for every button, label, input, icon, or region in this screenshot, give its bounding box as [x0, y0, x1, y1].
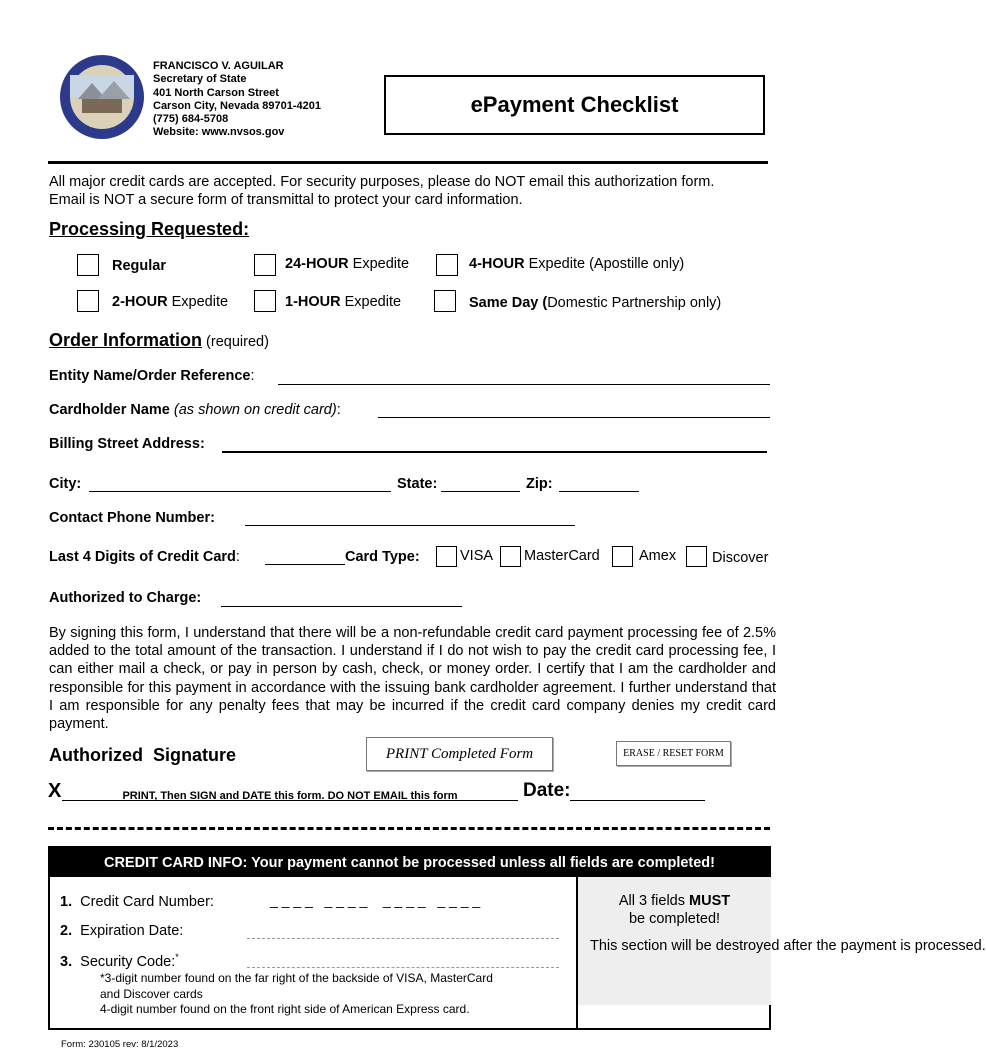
- note-3-digit: *3-digit number found on the far right of the backside of VISA, MasterCard: [100, 971, 493, 985]
- security-code-notes: [100, 971, 493, 1018]
- state-field[interactable]: [441, 476, 520, 492]
- cut-line: [48, 827, 770, 830]
- authorized-charge-field[interactable]: [221, 590, 462, 607]
- last4-label: Last 4 Digits of Credit Card:: [49, 549, 240, 565]
- street-address: 401 North Carson Street: [153, 86, 279, 99]
- entity-label: Entity Name/Order Reference:: [49, 368, 255, 384]
- 24-hour-label: 24-HOUR Expedite: [285, 256, 410, 272]
- cardholder-label: Cardholder Name (as shown on credit card):: [49, 402, 341, 418]
- 4-hour-label: 4-HOUR Expedite (Apostille only): [469, 256, 685, 272]
- card-type-label: Card Type:: [345, 549, 420, 565]
- note-discover: and Discover cards: [100, 986, 203, 1001]
- date-label: Date:: [523, 780, 571, 801]
- date-field[interactable]: [570, 784, 705, 801]
- last4-field[interactable]: [265, 549, 345, 565]
- title-box: [384, 75, 765, 135]
- zip-label: Zip:: [526, 476, 553, 492]
- 24-hour-checkbox[interactable]: [254, 254, 276, 276]
- security-code-field[interactable]: [247, 967, 559, 968]
- signature-instruction: PRINT, Then SIGN and DATE this form. DO NOT EMAIL this form: [122, 790, 458, 802]
- processing-heading: Processing Requested:: [49, 219, 250, 239]
- 1-hour-label: 1-HOUR Expedite: [285, 294, 402, 310]
- page-title: ePayment Checklist: [470, 92, 679, 117]
- notice-panel: [576, 877, 986, 1028]
- mastercard-label: MasterCard: [524, 548, 600, 564]
- reset-form-button[interactable]: ERASE / RESET FORM: [616, 741, 731, 766]
- nevada-seal-logo: [60, 55, 144, 139]
- website: Website: www.nvsos.gov: [153, 126, 285, 139]
- regular-checkbox[interactable]: [77, 254, 99, 276]
- form-number-footer: Form: 230105 rev: 8/1/2023: [61, 1039, 179, 1050]
- 4-hour-checkbox[interactable]: [436, 254, 458, 276]
- discover-checkbox[interactable]: [686, 546, 707, 567]
- entity-field[interactable]: [278, 368, 770, 385]
- order-heading: Order Information: [49, 330, 203, 350]
- 2-hour-checkbox[interactable]: [77, 290, 99, 312]
- agreement-text: By signing this form, I understand that there will be a non-refundable credit card payment processing fee of 2.5% added to the total amount of the transaction. I understand if I do not wish to pay the credit card processing fee, I can either mail a check, or pay in person by cash, check, or money order. I certify that I am the cardholder and responsible for this payment in accordance with the issuing bank cardholder agreement. I further understand that I am responsible for any penalty fees that may be incurred if the credit card company denies my credit card payment.: [49, 625, 776, 733]
- fields-required-note: All 3 fields MUST be completed!: [618, 893, 731, 927]
- signature-x: X: [48, 780, 62, 802]
- print-form-button[interactable]: PRINT Completed Form: [366, 737, 553, 771]
- phone-field[interactable]: [245, 510, 575, 526]
- mastercard-checkbox[interactable]: [500, 546, 521, 567]
- amex-label: Amex: [639, 548, 677, 564]
- zip-field[interactable]: [559, 476, 639, 492]
- note-4-digit: 4-digit number found on the front right side of American Express card.: [100, 1002, 470, 1016]
- intro-text: All major credit cards are accepted. For security purposes, please do NOT email this authorization form. Email is NOT a secure form of transmittal to protect your card information.: [49, 174, 715, 208]
- cc-number-label: 1. Credit Card Number:: [60, 894, 214, 910]
- phone-label: Contact Phone Number:: [49, 510, 215, 526]
- billing-field[interactable]: [222, 436, 767, 453]
- 2-hour-label: 2-HOUR Expedite: [112, 294, 229, 310]
- order-heading-block: [49, 330, 269, 351]
- city-label: City:: [49, 476, 82, 492]
- same-day-label: Same Day (Domestic Partnership only): [469, 295, 722, 311]
- 1-hour-checkbox[interactable]: [254, 290, 276, 312]
- regular-label: Regular: [112, 258, 166, 274]
- destroyed-note: This section will be destroyed after the payment is processed.: [590, 938, 986, 954]
- visa-label: VISA: [460, 548, 494, 564]
- credit-card-section: [48, 846, 986, 1030]
- cc-number-field[interactable]: _ _ _ _ _ _ _ _ _ _ _ _ _ _ _ _: [270, 892, 481, 908]
- signature-heading: Authorized Signature: [49, 745, 237, 765]
- order-required-note: (required): [202, 334, 269, 350]
- expiration-field[interactable]: [247, 938, 559, 939]
- signature-field[interactable]: [62, 784, 518, 801]
- discover-label: Discover: [712, 550, 769, 566]
- expiration-label: 2. Expiration Date:: [60, 923, 184, 939]
- official-name: FRANCISCO V. AGUILAR: [153, 60, 284, 72]
- cardholder-field[interactable]: [378, 402, 770, 418]
- visa-checkbox[interactable]: [436, 546, 457, 567]
- header-divider: [48, 161, 768, 164]
- security-code-label: 3. Security Code:*: [60, 952, 179, 970]
- authorized-charge-label: Authorized to Charge:: [49, 590, 202, 606]
- credit-card-header: CREDIT CARD INFO: Your payment cannot be processed unless all fields are completed!: [50, 848, 769, 877]
- city-field[interactable]: [89, 476, 391, 492]
- city-address: Carson City, Nevada 89701-4201: [153, 99, 321, 112]
- amex-checkbox[interactable]: [612, 546, 633, 567]
- billing-label: Billing Street Address:: [49, 436, 205, 452]
- office-title: Secretary of State: [153, 73, 247, 86]
- state-label: State:: [397, 476, 438, 492]
- agency-contact-block: [153, 60, 321, 140]
- phone-number: (775) 684-5708: [153, 113, 229, 126]
- same-day-checkbox[interactable]: [434, 290, 456, 312]
